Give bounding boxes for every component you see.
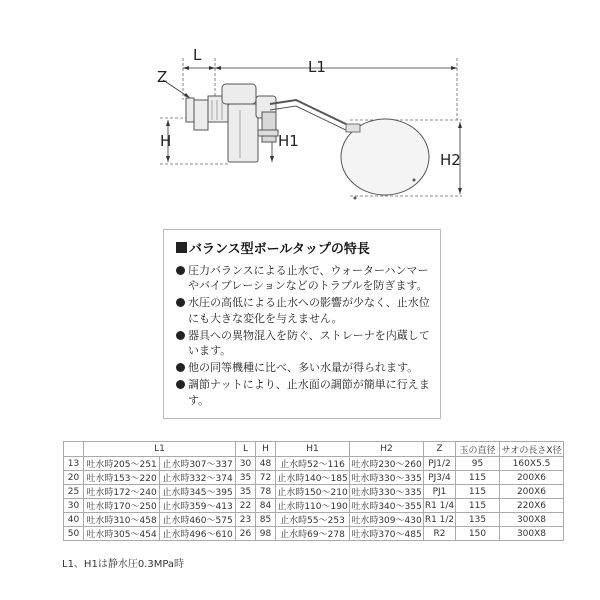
table-row: 30 吐水時170～250 止水時359～413 22 84 止水時110～190 吐水時340～355 R1 1/4 115 220X6 bbox=[64, 499, 564, 513]
header-cell bbox=[64, 442, 84, 457]
dimension-label-h2: H2 bbox=[440, 151, 461, 169]
dimension-label-z: Z bbox=[157, 68, 168, 86]
bullet-icon bbox=[176, 331, 185, 340]
table-row: 40 吐水時310～458 止水時460～575 23 85 止水時55～253 吐水時309～430 R1 1/2 135 300X8 bbox=[64, 513, 564, 527]
bullet-icon bbox=[176, 380, 185, 389]
header-cell: H bbox=[256, 442, 276, 457]
dimension-label-l1: L1 bbox=[308, 58, 326, 76]
features-title bbox=[176, 238, 430, 257]
features-title-text: バランス型ボールタップの特長 bbox=[189, 242, 370, 257]
table-row: 50 吐水時305～454 止水時496～610 26 98 止水時69～278 吐水時370～485 R2 150 300X8 bbox=[64, 527, 564, 541]
spec-table bbox=[63, 441, 564, 541]
header-cell: Z bbox=[424, 442, 456, 457]
feature-item: 調節ナットにより、止水面の調節が簡単に行えます。 bbox=[176, 377, 430, 407]
header-cell: L1 bbox=[84, 442, 236, 457]
features-list bbox=[176, 263, 430, 408]
ball-tap-drawing bbox=[0, 0, 600, 230]
features-box bbox=[163, 229, 441, 419]
feature-item: 器具への異物混入を防ぐ、ストレーナを内蔵しています。 bbox=[176, 328, 430, 358]
feature-item: 圧力バランスによる止水で、ウォーターハンマーやバイブレーションなどのトラブルを防ぎます。 bbox=[176, 263, 430, 293]
header-cell: サオの長さX径 bbox=[500, 442, 564, 457]
table-row: 25 吐水時172～240 止水時345～395 35 78 止水時150～210 吐水時330～335 PJ1 115 200X6 bbox=[64, 485, 564, 499]
dimension-label-h: H bbox=[160, 132, 172, 150]
square-bullet-icon bbox=[176, 242, 187, 253]
table-row: 13 吐水時205～251 止水時307～337 30 48 止水時52～116 吐水時230～260 PJ1/2 95 160X5.5 bbox=[64, 457, 564, 471]
feature-item: 水圧の高低による止水への影響が少なく、止水位にも大きな変化を与えません。 bbox=[176, 295, 430, 325]
bullet-icon bbox=[176, 363, 185, 372]
bullet-icon bbox=[176, 298, 185, 307]
header-cell: L bbox=[236, 442, 256, 457]
feature-item: 他の同等機種に比べ、多い水量が得られます。 bbox=[176, 360, 430, 375]
header-cell: 玉の直径 bbox=[456, 442, 500, 457]
bullet-icon bbox=[176, 266, 185, 275]
dimension-label-h1: H1 bbox=[278, 132, 299, 150]
table-header-row bbox=[64, 442, 564, 457]
dimension-label-l: L bbox=[193, 46, 202, 64]
header-cell: H1 bbox=[276, 442, 350, 457]
header-cell: H2 bbox=[350, 442, 424, 457]
table-row: 20 吐水時153～220 止水時332～374 35 72 止水時140～185 吐水時330～335 PJ3/4 115 200X6 bbox=[64, 471, 564, 485]
footnote: L1、H1は静水圧0.3MPa時 bbox=[62, 559, 185, 570]
